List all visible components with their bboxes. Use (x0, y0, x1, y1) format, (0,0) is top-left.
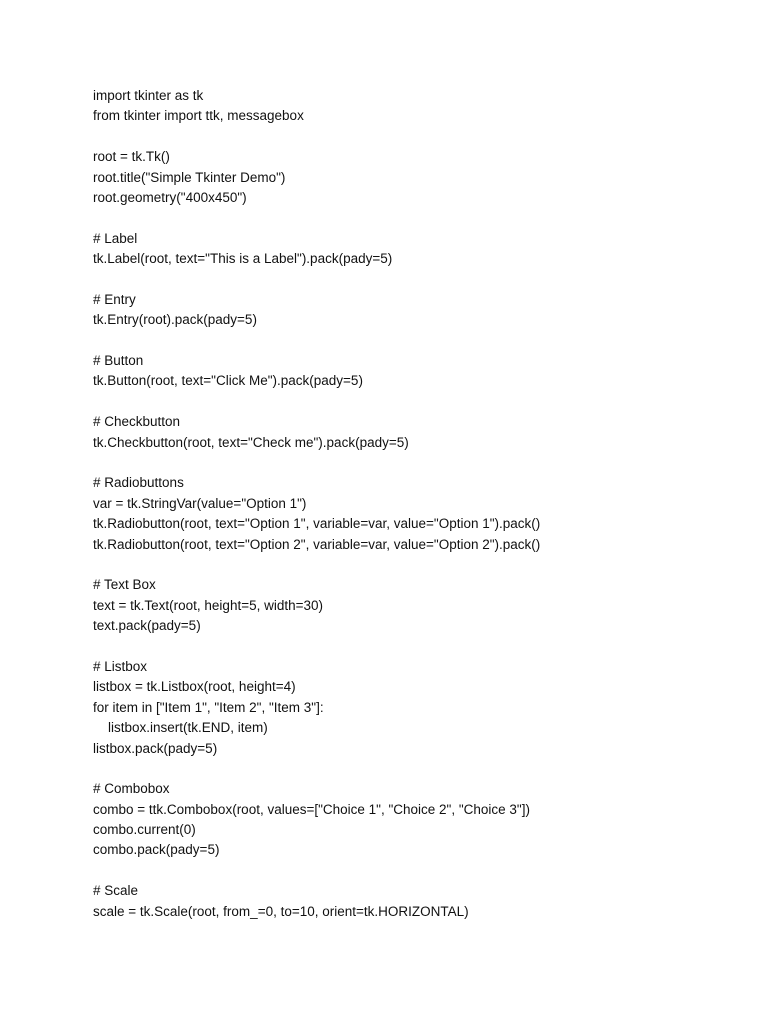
code-line: root.title("Simple Tkinter Demo") (93, 169, 286, 185)
code-line: combo.pack(pady=5) (93, 842, 220, 858)
code-line (93, 331, 733, 351)
code-line: root.geometry("400x450") (93, 189, 247, 205)
code-line: # Combobox (93, 781, 170, 797)
code-line: combo.current(0) (93, 822, 196, 838)
code-line: from tkinter import ttk, messagebox (93, 108, 304, 124)
code-line: text = tk.Text(root, height=5, width=30) (93, 597, 324, 613)
code-line (93, 555, 733, 575)
code-line: listbox.pack(pady=5) (93, 740, 218, 756)
code-line: scale = tk.Scale(root, from_=0, to=10, orient=tk.HORIZONTAL) (93, 903, 469, 919)
code-line: tk.Button(root, text="Click Me").pack(pady=5) (93, 373, 363, 389)
code-line: text.pack(pady=5) (93, 618, 201, 634)
code-line: # Entry (93, 291, 136, 307)
code-line (93, 270, 733, 290)
code-line: tk.Radiobutton(root, text="Option 2", variable=var, value="Option 2").pack() (93, 536, 541, 552)
code-line: listbox.insert(tk.END, item) (93, 720, 268, 736)
code-line: # Scale (93, 883, 139, 899)
code-line: var = tk.StringVar(value="Option 1") (93, 495, 307, 511)
code-line: combo = ttk.Combobox(root, values=["Choice 1", "Choice 2", "Choice 3"]) (93, 801, 530, 817)
code-line: for item in ["Item 1", "Item 2", "Item 3"]: (93, 699, 324, 715)
code-listing (93, 86, 733, 922)
code-line: tk.Label(root, text="This is a Label").pack(pady=5) (93, 251, 393, 267)
code-line: tk.Checkbutton(root, text="Check me").pack(pady=5) (93, 434, 409, 450)
code-line: # Checkbutton (93, 414, 181, 430)
code-line (93, 453, 733, 473)
code-line: root = tk.Tk() (93, 149, 170, 165)
code-line (93, 861, 733, 881)
code-line: tk.Radiobutton(root, text="Option 1", variable=var, value="Option 1").pack() (93, 516, 541, 532)
code-line (93, 637, 733, 657)
code-line: listbox = tk.Listbox(root, height=4) (93, 679, 296, 695)
code-line: # Text Box (93, 577, 156, 593)
code-line: tk.Entry(root).pack(pady=5) (93, 312, 257, 328)
code-line: # Listbox (93, 658, 148, 674)
code-line (93, 759, 733, 779)
code-line: # Radiobuttons (93, 475, 184, 491)
code-line: # Button (93, 353, 144, 369)
code-line: # Label (93, 230, 138, 246)
code-line: import tkinter as tk (93, 88, 204, 103)
code-line (93, 127, 733, 147)
code-line (93, 208, 733, 228)
code-line (93, 392, 733, 412)
